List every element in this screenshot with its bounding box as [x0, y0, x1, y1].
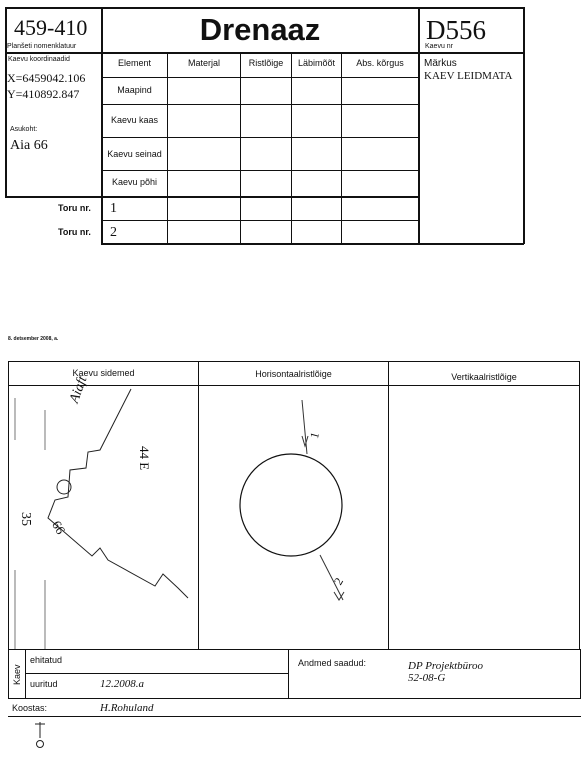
table-row-lid: Kaevu kaas: [110, 115, 159, 125]
data-source-label: Andmed saadud:: [298, 658, 367, 668]
data-source-code: 52-08-G: [408, 672, 446, 684]
page-title: Drenaaz: [199, 12, 321, 47]
compiled-label: Koostas:: [12, 703, 48, 713]
footer-mid-divider: [288, 649, 289, 699]
well-code: D556: [426, 15, 486, 45]
location-label: Asukoht:: [10, 126, 38, 133]
built-label: ehitatud: [30, 655, 63, 665]
handwritten-house-66: 66: [49, 518, 69, 537]
pipe-number-1: 1: [110, 201, 117, 216]
footer-label-divider: [25, 649, 26, 699]
footer-side-label: Kaev: [12, 664, 22, 685]
handwritten-pipe-1: 1: [306, 430, 323, 441]
handwritten-pipe-2: 2: [331, 575, 347, 588]
footer-top-line: [8, 649, 581, 650]
data-source-value: DP Projektbüroo: [408, 660, 484, 672]
well-code-label: Kaevu nr: [425, 43, 454, 50]
location-value: Aia 66: [10, 138, 48, 153]
table-header-element: Element: [117, 58, 152, 68]
panel-title-vertical: Vertikaalristlõige: [451, 372, 517, 382]
panel-title-horizontal: Horisontaalristlõige: [255, 369, 332, 379]
surveyed-value: 12.2008.a: [100, 678, 144, 690]
footer-arrow-mark: [35, 722, 45, 738]
date-line: 8. detsember 2008, a.: [8, 336, 59, 342]
panel-title-connections: Kaevu sidemed: [72, 368, 135, 378]
footer-row-divider: [25, 673, 288, 674]
handwritten-street: Aiaft: [67, 374, 91, 406]
coordinates-label: Kaevu koordinaadid: [8, 56, 70, 63]
footer-circle-mark: [37, 741, 44, 748]
compiled-value: H.Rohuland: [100, 702, 154, 714]
remarks-label: Märkus: [424, 58, 457, 69]
footer-bottom-line: [8, 698, 581, 699]
coordinate-y: Y=410892.847: [7, 87, 80, 101]
compiled-line: [8, 716, 581, 717]
handwritten-house-44: 44 E: [137, 446, 152, 471]
table-row-bottom: Kaevu põhi: [111, 177, 158, 187]
coordinate-x: X=6459042.106: [7, 71, 86, 85]
footer-left-line: [8, 649, 9, 699]
table-header-material: Materjal: [187, 58, 220, 68]
pipe-number-2: 2: [110, 225, 117, 240]
well-cross-section-circle: [240, 454, 342, 556]
pipe-label-1: Toru nr.: [58, 203, 91, 213]
table-header-abs-height: Abs. kõrgus: [356, 58, 404, 68]
handwritten-house-35: 35: [18, 512, 33, 526]
surveyed-label: uuritud: [30, 679, 58, 689]
footer-right-line: [580, 649, 581, 699]
table-row-walls: Kaevu seinad: [107, 149, 162, 159]
pipe-label-2: Toru nr.: [58, 227, 91, 237]
remarks-value: KAEV LEIDMATA: [424, 70, 513, 82]
building-outline-sketch: [48, 389, 188, 598]
table-header-crosssection: Ristlõige: [248, 58, 284, 68]
nomenclature-label: Planšeti nomenklatuur: [7, 43, 77, 50]
nomenclature-code: 459-410: [14, 15, 88, 40]
table-header-diameter: Läbimõõt: [297, 58, 336, 68]
table-row-ground: Maapind: [117, 85, 152, 95]
